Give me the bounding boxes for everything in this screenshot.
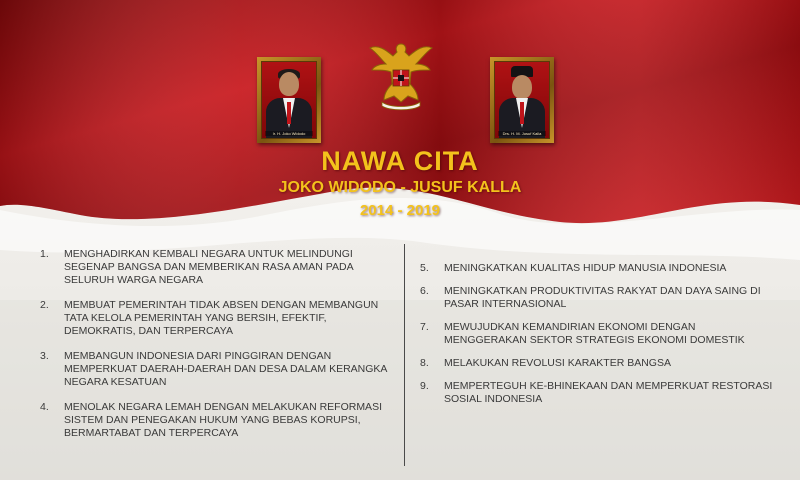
portrait-caption-right: Drs. H. M. Jusuf Kalla (498, 131, 546, 136)
title-block (200, 146, 600, 220)
list-item: 8. MELAKUKAN REVOLUSI KARAKTER BANGSA (420, 357, 671, 369)
garuda-pancasila-emblem-icon (366, 36, 436, 112)
portrait-caption-left: Ir. H. Joko Widodo (265, 131, 313, 136)
list-item: 9. MEMPERTEGUH KE-BHINEKAAN DAN MEMPERKUAT RESTORASI SOSIAL INDONESIA (420, 380, 773, 405)
list-item: 7. MEWUJUDKAN KEMANDIRIAN EKONOMI DENGAN MENGGERAKAN SEKTOR STRATEGIS EKONOMI DOMESTIK (420, 321, 745, 346)
agenda-list-left (40, 248, 390, 452)
portrait-jusuf-kalla (490, 57, 554, 143)
portrait-joko-widodo (257, 57, 321, 143)
list-item: 4. MENOLAK NEGARA LEMAH DENGAN MELAKUKAN REFORMASI SISTEM DAN PENEGAKAN HUKUM YANG BEBAS KORUPSI, BERMARTABAT DAN TERPERCAYA (40, 401, 382, 439)
page-subtitle: JOKO WIDODO - JUSUF KALLA (278, 179, 522, 196)
list-item: 2. MEMBUAT PEMERINTAH TIDAK ABSEN DENGAN MEMBANGUN TATA KELOLA PEMERINTAH YANG BERSIH, EFEKTIF, DEMOKRATIS, DAN TERPERCAYA (40, 299, 379, 337)
list-item: 3. MEMBANGUN INDONESIA DARI PINGGIRAN DENGAN MEMPERKUAT DAERAH-DAERAH DAN DESA DALAM KERANGKA NEGARA KESATUAN (40, 350, 387, 388)
list-item: 5. MENINGKATKAN KUALITAS HIDUP MANUSIA INDONESIA (420, 262, 727, 274)
list-item: 6. MENINGKATKAN PRODUKTIVITAS RAKYAT DAN DAYA SAING DI PASAR INTERNASIONAL (420, 285, 761, 310)
column-divider (404, 244, 405, 466)
period-label: 2014 - 2019 (359, 202, 441, 219)
agenda-list-right (420, 262, 780, 416)
page-title: NAWA CITA (321, 146, 479, 176)
list-item: 1. MENGHADIRKAN KEMBALI NEGARA UNTUK MELINDUNGI SEGENAP BANGSA DAN MEMBERIKAN RASA AMAN PADA SELURUH WARGA NEGARA (40, 248, 354, 286)
